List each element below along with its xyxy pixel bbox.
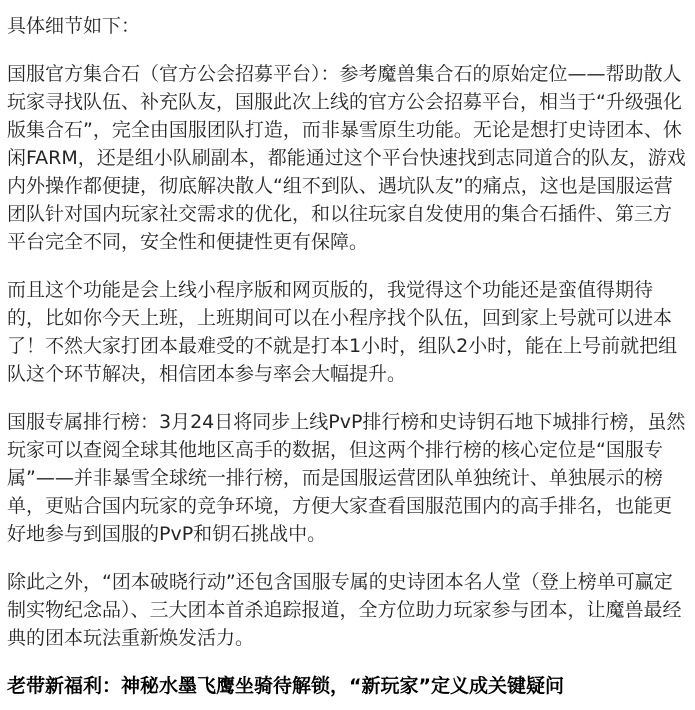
paragraph-guild-recruit-platform: 国服官方集合石（官方公会招募平台）：参考魔兽集合石的原始定位——帮助散人玩家寻找队伍、补充队友，国服此次上线的官方公会招募平台，相当于“升级强化版集合石”，完全由国服团队打造，而非暴雪原生功能。无论是想打史诗团本、休闲FARM，还是组小队刷副本，都能通过这个平台快速找到志同道合的队友，游戏内外操作都便捷，彻底解决散人“组不到队、遇坑队友”的痛点，这也是国服运营团队针对国内玩家社交需求的优化，和以往玩家自发使用的集合石插件、第三方平台完全不同，安全性和便捷性更有保障。 xyxy=(7,63,686,253)
intro-line: 具体细节如下： xyxy=(7,15,141,37)
paragraph-raid-extras: 除此之外，“团本破晓行动”还包含国服专属的史诗团本名人堂（登上榜单可赢定制实物纪念品）、三大团本首杀追踪报道，全方位助力玩家参与团本，让魔兽最经典的团本玩法重新焕发活力。 xyxy=(7,571,682,649)
paragraph-miniprogram-web-version: 而且这个功能是会上线小程序版和网页版的，我觉得这个功能还是蛮值得期待的，比如你今天上班，上班期间可以在小程序找个队伍，回到家上号就可以进本了！不然大家打团本最难受的不就是打本1小时，组队2小时，能在上号前就把组队这个环节解决，相信团本参与率会大幅提升。 xyxy=(7,279,678,385)
section-heading: 老带新福利：神秘水墨飞鹰坐骑待解锁，“新玩家”定义成关键疑问 xyxy=(7,675,564,697)
paragraph-cn-leaderboard: 国服专属排行榜：3月24日将同步上线PvP排行榜和史诗钥石地下城排行榜，虽然玩家可以查阅全球其他地区高手的数据，但这两个排行榜的核心定位是“国服专属”——并非暴雪全球统一排行榜，而是国服运营团队单独统计、单独展示的榜单，更贴合国内玩家的竞争环境，方便大家查看国服范围内的高手排名，也能更好地参与到国服的PvP和钥石挑战中。 xyxy=(7,411,686,545)
